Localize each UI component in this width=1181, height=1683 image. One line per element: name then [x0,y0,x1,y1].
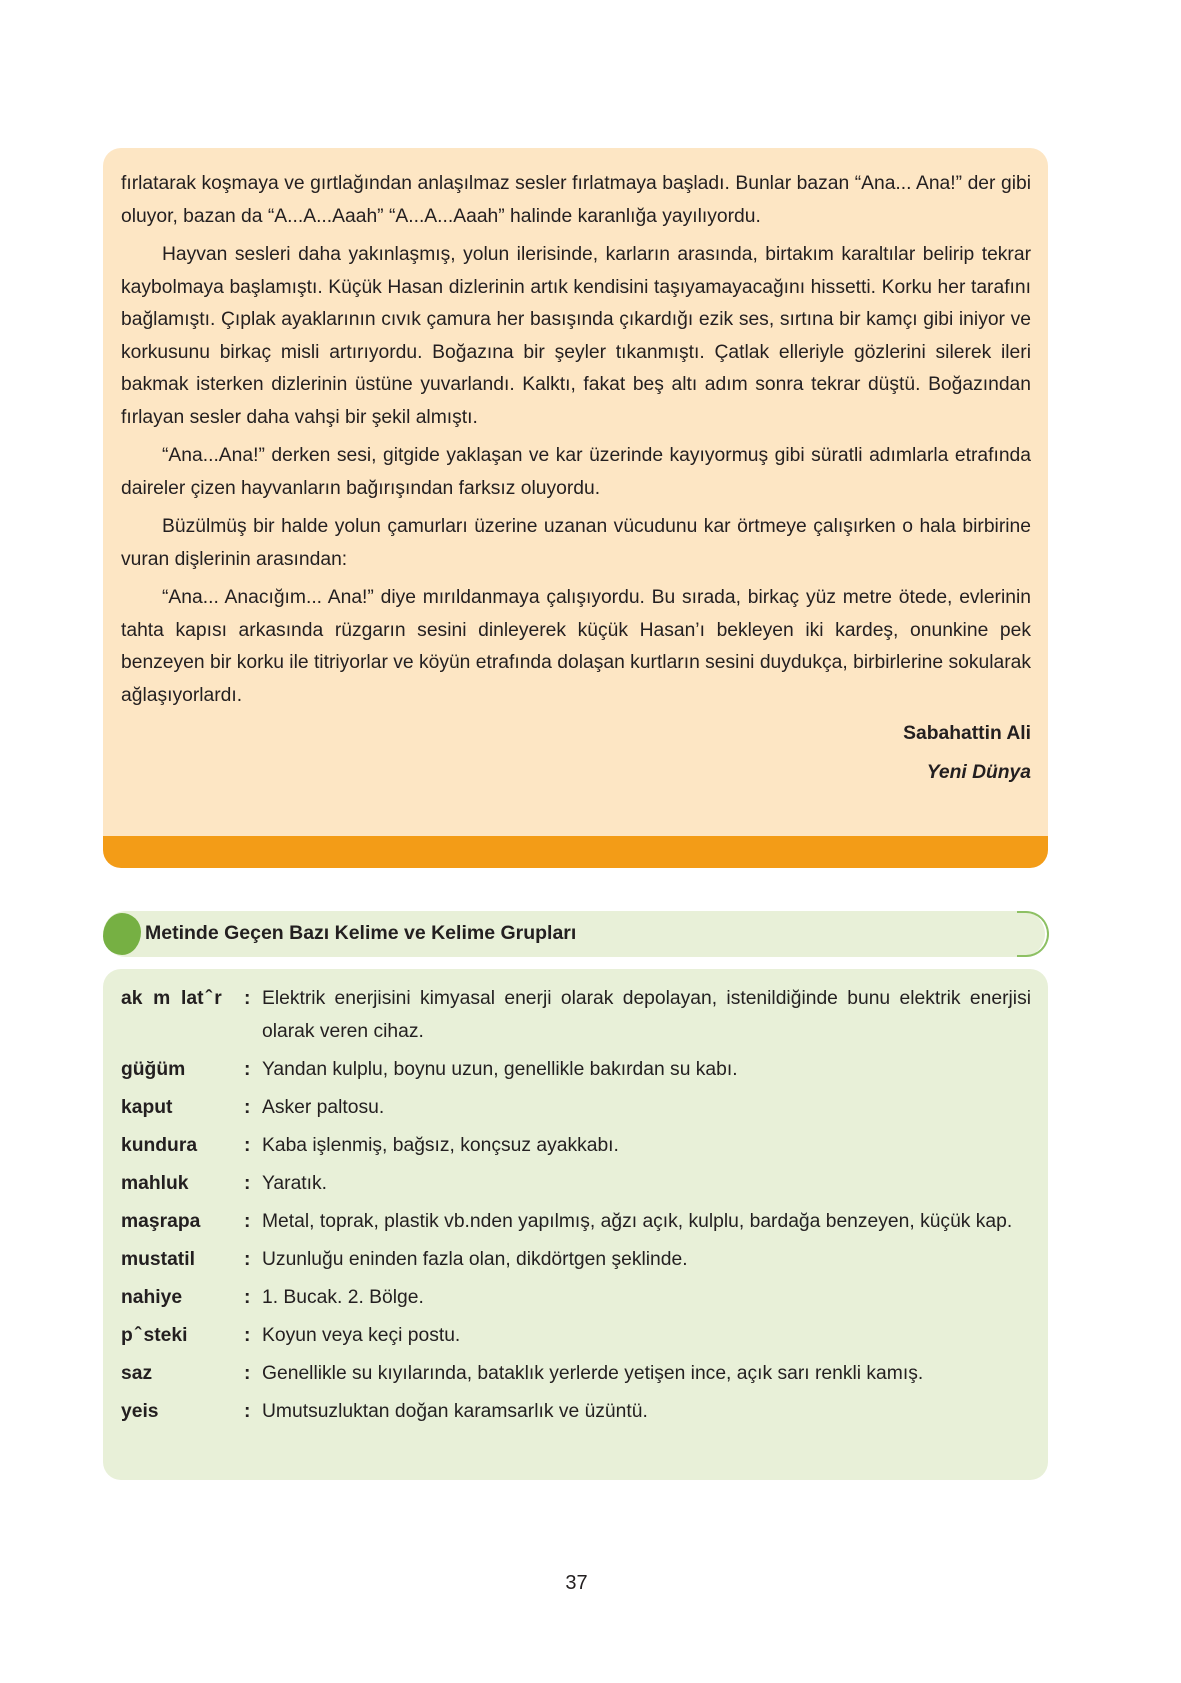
glossary-colon: : [244,1172,251,1194]
glossary-header [103,911,1045,957]
glossary-term: mahluk [121,1172,189,1194]
glossary-term: maşrapa [121,1210,201,1232]
glossary-definition: 1. Bucak. 2. Bölge. [262,1286,424,1308]
glossary-colon: : [244,1096,251,1118]
story-author: Sabahattin Ali [903,723,1031,744]
glossary-colon: : [244,988,251,1009]
story-excerpt-box [103,148,1048,836]
glossary-definition: Uzunluğu eninden fazla olan, dikdörtgen şeklinde. [262,1248,688,1270]
glossary-definition: Koyun veya keçi postu. [262,1324,461,1346]
glossary-colon: : [244,1248,251,1270]
glossary-colon: : [244,1324,251,1346]
glossary-box [103,969,1048,1480]
glossary-colon: : [244,1210,251,1232]
story-paragraph: fırlatarak koşmaya ve gırtlağından anlaşılmaz sesler fırlatmaya başladı. Bunlar bazan “Ana... Ana!” der gibi oluyor, bazan da “A...A...Aaah” “A...A...Aaah” halinde karanlığa yayılıyordu. [121,173,1031,227]
glossary-entry [121,1168,1031,1201]
glossary-definition: Asker paltosu. [262,1096,385,1118]
glossary-term: nahiye [121,1286,183,1308]
orange-divider-bar [103,836,1048,868]
glossary-entry [121,983,1031,1048]
glossary-entry [121,1358,1031,1391]
header-arc-decoration [1017,911,1049,957]
glossary-term: yeis [121,1400,159,1422]
glossary-entry [121,1396,1031,1429]
glossary-entry [121,1206,1031,1239]
story-paragraph: “Ana... Anacığım... Ana!” diye mırıldanmaya çalışıyordu. Bu sırada, birkaç yüz metre ötede, evlerinin tahta kapısı arkasında rüzgarın sesini dinleyerek küçük Hasan’ı bekleyen iki kardeş, onunkine pek benzeyen bir korku ile titriyorlar ve köyün etrafında dolaşan kurtların sesini duydukça, birbirlerine sokularak ağlaşıyorlardı. [121,587,1031,706]
glossary-colon: : [244,1058,251,1080]
story-source-book: Yeni Dünya [926,761,1031,783]
glossary-colon: : [244,1286,251,1308]
glossary-definition: Metal, toprak, plastik vb.nden yapılmış, ağzı açık, kulplu, bardağa benzeyen, küçük kap. [262,1210,1013,1232]
story-paragraph: Hayvan sesleri daha yakınlaşmış, yolun ilerisinde, karların arasında, birtakım karaltılar belirip tekrar kaybolmaya başlamıştı. Küçük Hasan dizlerinin artık kendisini taşıyamayacağını hissetti. Korku her tarafını bağlamıştı. Çıplak ayaklarının cıvık çamura her basışında çıkardığı ezik ses, sırtına bir kamçı gibi iniyor ve korkusunu birkaç misli artırıyordu. Boğazına bir şeyler tıkanmıştı. Çatlak elleriyle gözlerini silerek ileri bakmak isterken dizlerinin üstüne yuvarlandı. Kalktı, fakat beş altı adım sonra tekrar düştü. Boğazından fırlayan sesler daha vahşi bir şekil almıştı. [121,244,1031,428]
glossary-colon: : [244,1134,251,1156]
leaf-icon [103,913,141,955]
glossary-entry [121,1130,1031,1163]
glossary-title: Metinde Geçen Bazı Kelime ve Kelime Grupları [145,922,577,944]
glossary-colon: : [244,1362,251,1384]
glossary-entry [121,1282,1031,1315]
glossary-definition: Elektrik enerjisini kimyasal enerji olarak depolayan, istenildiğinde bunu elektrik enerjisi olarak veren cihaz. [262,988,1031,1042]
glossary-entry [121,1320,1031,1353]
glossary-term: kundura [121,1134,198,1156]
glossary-entry [121,1092,1031,1125]
glossary-definition: Umutsuzluktan doğan karamsarlık ve üzüntü. [262,1400,648,1422]
glossary-term: ak m lat ̂ r [121,988,222,1009]
glossary-colon: : [244,1400,251,1422]
glossary-entry [121,1054,1031,1087]
story-text [121,168,1031,789]
glossary-definition: Yandan kulplu, boynu uzun, genellikle bakırdan su kabı. [262,1058,738,1080]
glossary-term: mustatil [121,1248,195,1270]
glossary-entry [121,1244,1031,1277]
page-number: 37 [565,1572,588,1594]
glossary-definition: Yaratık. [262,1172,328,1194]
glossary-list [121,983,1031,1434]
glossary-term: kaput [121,1096,173,1118]
glossary-term: güğüm [121,1058,186,1080]
glossary-term: saz [121,1362,153,1384]
glossary-definition: Genellikle su kıyılarında, bataklık yerlerde yetişen ince, açık sarı renkli kamış. [262,1362,924,1384]
glossary-term: p ̂ steki [121,1324,188,1346]
story-paragraph: Büzülmüş bir halde yolun çamurları üzerine uzanan vücudunu kar örtmeye çalışırken o hala birbirine vuran dişlerinin arasından: [121,516,1031,570]
glossary-definition: Kaba işlenmiş, bağsız, konçsuz ayakkabı. [262,1134,619,1156]
story-paragraph: “Ana...Ana!” derken sesi, gitgide yaklaşan ve kar üzerinde kayıyormuş gibi süratli adımlarla etrafında daireler çizen hayvanların bağırışından farksız oluyordu. [121,445,1031,499]
